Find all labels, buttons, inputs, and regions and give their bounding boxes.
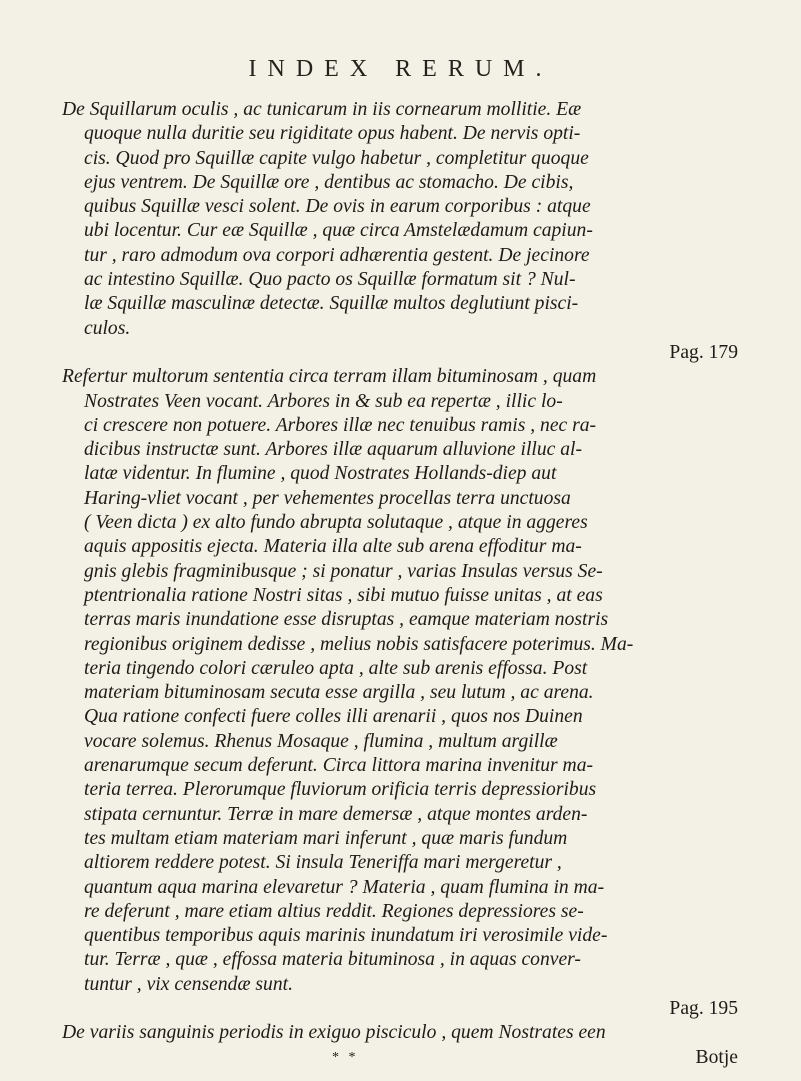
text-line: læ Squillæ masculinæ detectæ. Squillæ multos deglutiunt pisci- <box>84 293 579 315</box>
index-text <box>62 98 742 1070</box>
page-reference: Pag. 195 <box>669 997 738 1019</box>
text-line: re deferunt , mare etiam altius reddit. Regiones depressiores se- <box>84 900 584 922</box>
text-line: ( Veen dicta ) ex alto fundo abrupta solutaque , atque in aggeres <box>84 512 588 534</box>
text-line: quoque nulla duritie seu rigiditate opus habent. De nervis opti- <box>84 123 581 145</box>
text-line: tuntur , vix censendæ sunt. <box>84 973 293 995</box>
text-line: vocare solemus. Rhenus Mosaque , flumina , multum argillæ <box>84 730 558 752</box>
text-line: De variis sanguinis periodis in exiguo pisciculo , quem Nostrates een <box>62 1022 606 1044</box>
text-line: dicibus instructæ sunt. Arbores illæ aquarum alluvione illuc al- <box>84 439 583 461</box>
text-line: gnis glebis fragminibusque ; si ponatur , varias Insulas versus Se- <box>84 560 603 582</box>
text-line: arenarumque secum deferunt. Circa littora marina invenitur ma- <box>84 755 594 777</box>
text-line: quibus Squillæ vesci solent. De ovis in earum corporibus : atque <box>84 196 591 218</box>
text-line: stipata cernuntur. Terræ in mare demersæ , atque montes arden- <box>84 803 588 825</box>
text-line: Nostrates Veen vocant. Arbores in & sub ea repertæ , illic lo- <box>84 390 563 412</box>
text-line: teria tingendo colori cæruleo apta , alte sub arenis effossa. Post <box>84 657 588 679</box>
text-line: quentibus temporibus aquis marinis inundatum iri verosimile vide- <box>84 925 608 947</box>
text-line: altiorem reddere potest. Si insula Teneriffa mari mergeretur , <box>84 852 562 874</box>
text-line: aquis appositis ejecta. Materia illa alte sub arena effoditur ma- <box>84 536 582 558</box>
catchword: Botje <box>695 1046 738 1068</box>
index-entry-terra-bituminosa <box>62 365 742 1021</box>
text-line: tur , raro admodum ova corpori adhærentia gestent. De jecinore <box>84 244 590 266</box>
text-line: ptentrionalia ratione Nostri sitas , sibi mutuo fuisse unitas , at eas <box>84 584 603 606</box>
text-line: quantum aqua marina elevaretur ? Materia , quam flumina in ma- <box>84 876 605 898</box>
text-line: terras maris inundatione esse disruptas , eamque materiam nostris <box>84 609 609 631</box>
text-line: regionibus originem dedisse , melius nobis satisfacere poterimus. Ma- <box>84 633 634 655</box>
text-line: ubi locentur. Cur eæ Squillæ , quæ circa Amstelædamum capiun- <box>84 220 593 242</box>
text-line: tes multam etiam materiam mari inferunt , quæ maris fundum <box>84 827 568 849</box>
text-line: ac intestino Squillæ. Quo pacto os Squillæ formatum sit ? Nul- <box>84 269 576 291</box>
text-line: culos. <box>84 317 131 339</box>
text-line: ci crescere non potuere. Arbores illæ nec tenuibus ramis , nec ra- <box>84 414 597 436</box>
text-line: latæ videntur. In flumine , quod Nostrates Hollands-diep aut <box>84 463 557 485</box>
running-head: INDEX RERUM. <box>248 56 553 82</box>
page-reference: Pag. 179 <box>669 341 738 363</box>
signature-mark: * * <box>332 1049 359 1065</box>
text-line: Haring-vliet vocant , per vehementes procellas terra unctuosa <box>84 487 571 509</box>
text-line: materiam bituminosam secuta esse argilla , seu lutum , ac arena. <box>84 682 594 704</box>
text-line: teria terrea. Plerorumque fluviorum orificia terris depressioribus <box>84 779 597 801</box>
index-entry-sanguinis-periodis <box>62 1021 742 1045</box>
text-line: Qua ratione confecti fuere colles illi arenarii , quos nos Duinen <box>84 706 583 728</box>
text-line: De Squillarum oculis , ac tunicarum in iis cornearum mollitie. Eæ <box>62 99 582 120</box>
index-entry-squillae <box>62 98 742 365</box>
text-line: cis. Quod pro Squillæ capite vulgo habetur , completitur quoque <box>84 147 589 169</box>
text-line: Refertur multorum sententia circa terram illam bituminosam , quam <box>62 366 597 388</box>
text-line: tur. Terræ , quæ , effossa materia bituminosa , in aquas conver- <box>84 949 581 971</box>
page-footer <box>62 1046 742 1070</box>
text-line: ejus ventrem. De Squillæ ore , dentibus ac stomacho. De cibis, <box>84 171 574 193</box>
